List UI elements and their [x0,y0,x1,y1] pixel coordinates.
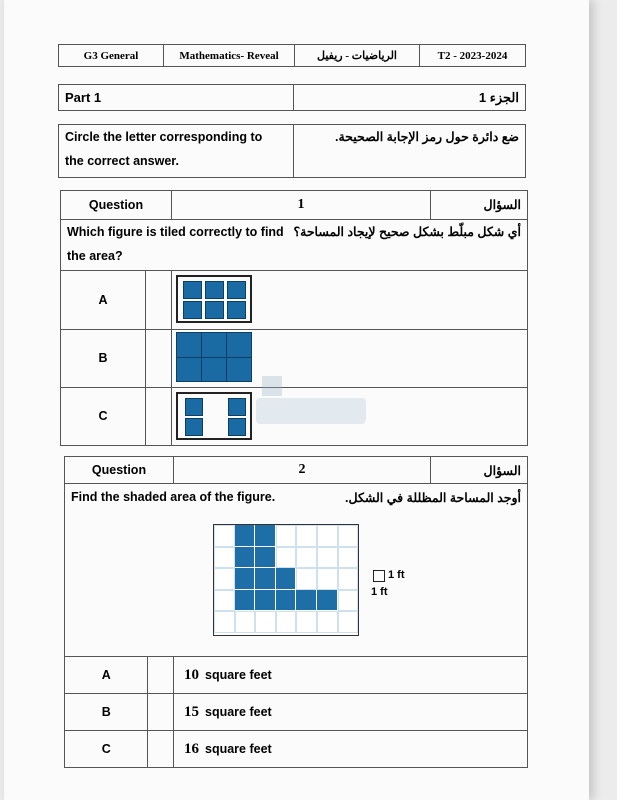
shaded-area-grid [213,524,359,636]
unit-square-key-icon [373,570,385,582]
q2-figure-cell [65,484,528,657]
figure-a-tile [183,281,202,299]
q2-text-ar: أوجد المساحة المظللة في الشكل. [345,491,521,505]
q2-text-en: Find the shaded area of the figure. [71,490,276,504]
grid-cell [214,547,235,569]
subject-ar-cell: الرياضيات - ريفيل [295,45,420,67]
q2-option-b-answer[interactable] [174,694,528,731]
q2-option-b-unit: square feet [205,704,272,719]
figure-a-tile [183,301,202,319]
term-cell: T2 - 2023-2024 [420,45,526,67]
grid-cell [214,590,235,612]
grade-cell: G3 General [59,45,164,67]
grid-cell [214,568,235,590]
q1-option-a-letter[interactable]: A [61,271,146,329]
q1-option-a-figure[interactable] [172,271,528,329]
q2-option-c-unit: square feet [205,741,272,756]
part-table [58,84,526,111]
q1-option-b-letter[interactable]: B [61,329,146,387]
shaded-cell [235,590,256,612]
q1-text-en-line1: Which figure is tiled correctly to find [67,224,284,239]
grid-cell [296,611,317,633]
figure-a-tile [205,301,224,319]
grid-cell [255,611,276,633]
key-unit-label: 1 ft [388,569,405,581]
figure-c-tile [185,398,203,416]
grid-cell [296,547,317,569]
grid-cell [338,525,359,547]
q1-text-ar: أي شكل مبلّط بشكل صحيح لإيجاد المساحة؟ [293,224,521,239]
q2-option-b-letter[interactable]: B [65,694,148,731]
grid-cell [338,568,359,590]
instruction-ar: ضع دائرة حول رمز الإجابة الصحيحة. [294,125,526,178]
watermark-logo [256,374,376,434]
instruction-en [59,125,294,178]
grid-cell [214,525,235,547]
shaded-cell [276,590,297,612]
shaded-cell [296,590,317,612]
shaded-cell [235,547,256,569]
q2-option-a-letter[interactable]: A [65,657,148,694]
q2-option-a-value: 10 [184,666,199,683]
grid-cell [317,525,338,547]
q2-option-c-answer[interactable] [174,731,528,768]
q2-option-a-unit: square feet [205,667,272,682]
figure-a-tile [227,281,246,299]
grid-cell [276,611,297,633]
grid-cell [235,611,256,633]
grid-cell [296,525,317,547]
grid-cell [338,611,359,633]
grid-cell [276,547,297,569]
grid-cell [296,568,317,590]
q2-label-en: Question [65,457,174,484]
q2-option-c-value: 16 [184,740,199,757]
shaded-cell [255,568,276,590]
q2-number: 2 [174,457,431,484]
figure-a-tile [205,281,224,299]
figure-a-tile [227,301,246,319]
part-ar: الجزء 1 [294,85,526,111]
grid-cell [317,611,338,633]
shaded-cell [317,590,338,612]
figure-b-rectangle [176,332,252,382]
q1-option-c-letter[interactable]: C [61,387,146,445]
q2-label-ar: السؤال [431,457,528,484]
grid-cell [317,547,338,569]
figure-c-tile [228,398,246,416]
q1-text [61,219,528,271]
header-table [58,44,526,67]
instruction-en-line2: the correct answer. [65,154,179,168]
grid-cell [338,547,359,569]
instruction-table [58,124,526,178]
figure-a-outline [176,275,252,323]
shaded-cell [255,525,276,547]
q1-number: 1 [172,191,431,220]
grid-cell [317,568,338,590]
q1-text-en-line2: the area? [67,248,123,263]
part-en: Part 1 [59,85,294,111]
instruction-en-line1: Circle the letter corresponding to [65,130,263,144]
figure-c-tile [228,418,246,436]
shaded-cell [276,568,297,590]
shaded-cell [255,547,276,569]
grid-cell [276,525,297,547]
grid-cell [214,611,235,633]
q2-option-a-answer[interactable] [174,657,528,694]
subject-en-cell: Mathematics- Reveal [164,45,295,67]
shaded-cell [235,525,256,547]
figure-c-tile [185,418,203,436]
q1-label-ar: السؤال [431,191,528,220]
grid-cell [338,590,359,612]
shaded-cell [255,590,276,612]
q1-label-en: Question [61,191,172,220]
shaded-cell [235,568,256,590]
figure-c-outline [176,392,252,440]
question2-table [64,456,528,768]
exam-page [4,0,589,800]
q2-option-c-letter[interactable]: C [65,731,148,768]
key-side-label: 1 ft [371,586,388,598]
q2-option-b-value: 15 [184,703,199,720]
